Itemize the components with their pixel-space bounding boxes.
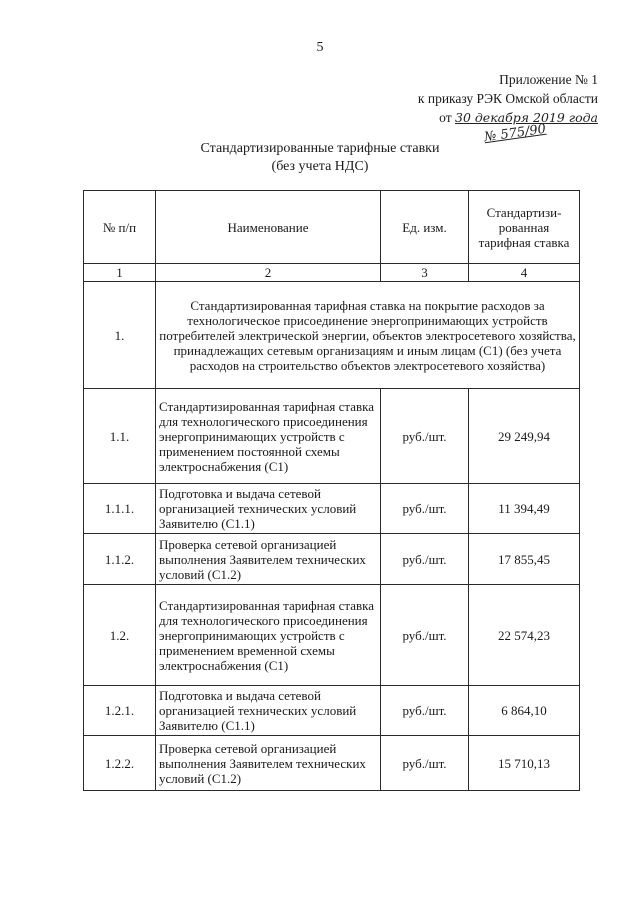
row-value: 17 855,45 [469, 534, 580, 585]
row-value: 29 249,94 [469, 389, 580, 484]
row-unit: руб./шт. [381, 534, 469, 585]
row-name: Стандартизированная тарифная ставка для технологического присоединения энергопринимающих устройств с применением постоянной схемы электроснабжения (С1) [156, 389, 381, 484]
handwritten-date: 30 декабря 2019 года [455, 110, 598, 125]
column-number: 3 [381, 264, 469, 282]
table-row [84, 389, 580, 484]
row-number: 1.1. [84, 389, 156, 484]
row-value: 11 394,49 [469, 484, 580, 534]
row-name: Подготовка и выдача сетевой организацией технических условий Заявителю (С1.1) [156, 484, 381, 534]
appendix-line-1: Приложение № 1 [499, 72, 598, 87]
appendix-date-line [418, 108, 598, 127]
row-unit: руб./шт. [381, 686, 469, 736]
row-name: Подготовка и выдача сетевой организацией технических условий Заявителю (С1.1) [156, 686, 381, 736]
row-value: 15 710,13 [469, 736, 580, 791]
page-number: 5 [316, 40, 324, 55]
row-name: Проверка сетевой организацией выполнения Заявителем технических условий (С1.2) [156, 534, 381, 585]
column-number: 1 [84, 264, 156, 282]
header-name: Наименование [156, 191, 381, 264]
date-prefix: от [439, 110, 452, 125]
title-line-2: (без учета НДС) [271, 159, 369, 174]
row-number: 1. [84, 282, 156, 389]
header-num: № п/п [84, 191, 156, 264]
row-number: 1.2. [84, 585, 156, 686]
appendix-line-2: к приказу РЭК Омской области [417, 91, 598, 106]
row-unit: руб./шт. [381, 389, 469, 484]
row-value: 22 574,23 [469, 585, 580, 686]
row-name: Проверка сетевой организацией выполнения Заявителем технических условий (С1.2) [156, 736, 381, 791]
tariff-table [83, 190, 580, 791]
table-row [84, 736, 580, 791]
title-line-1: Стандартизированные тарифные ставки [200, 141, 440, 156]
document-title [0, 140, 640, 176]
column-number-row [84, 264, 580, 282]
column-number: 2 [156, 264, 381, 282]
row-number: 1.2.2. [84, 736, 156, 791]
row-number: 1.1.1. [84, 484, 156, 534]
row-number: 1.2.1. [84, 686, 156, 736]
header-unit: Ед. изм. [381, 191, 469, 264]
section-row [84, 282, 580, 389]
row-number: 1.1.2. [84, 534, 156, 585]
row-value: 6 864,10 [469, 686, 580, 736]
section-description: Стандартизированная тарифная ставка на покрытие расходов за технологическое присоединение энергопринимающих устройств потребителей электрической энергии, объектов электросетевого хозяйства, принадлежащих сетевым организациям и иным лицам (С1) (без учета расходов на строительство объектов электросетевого хозяйства) [156, 282, 580, 389]
row-unit: руб./шт. [381, 585, 469, 686]
table-row [84, 686, 580, 736]
table-row [84, 484, 580, 534]
row-unit: руб./шт. [381, 484, 469, 534]
column-number: 4 [469, 264, 580, 282]
table-row [84, 585, 580, 686]
table-row [84, 534, 580, 585]
header-rate: Стандартизи-рованная тарифная ставка [469, 191, 580, 264]
handwritten-order-number: № 575/90 [483, 121, 547, 146]
row-unit: руб./шт. [381, 736, 469, 791]
appendix-block [418, 70, 598, 127]
table-header-row [84, 191, 580, 264]
row-name: Стандартизированная тарифная ставка для технологического присоединения энергопринимающих устройств с применением временной схемы электроснабжения (С1) [156, 585, 381, 686]
